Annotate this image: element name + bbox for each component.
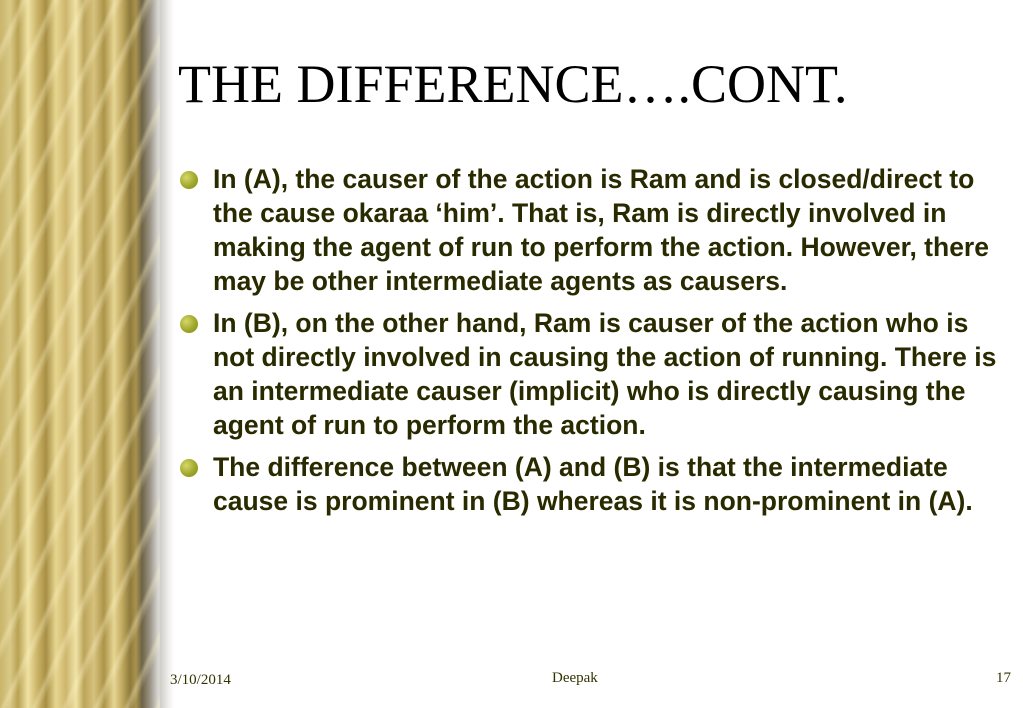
bullet-item bbox=[180, 306, 1000, 442]
bullet-dot-icon bbox=[180, 459, 198, 477]
bullet-dot-icon bbox=[180, 171, 198, 189]
decorative-gold-sidebar bbox=[0, 0, 160, 708]
footer-author: Deepak bbox=[552, 670, 598, 686]
sidebar-shadow bbox=[160, 0, 174, 708]
bullet-item bbox=[180, 162, 1000, 298]
slide-title: THE DIFFERENCE….CONT. bbox=[178, 54, 848, 114]
footer-date: 3/10/2014 bbox=[170, 672, 231, 688]
bullet-list bbox=[180, 162, 1000, 526]
bullet-dot-icon bbox=[180, 315, 198, 333]
bullet-item bbox=[180, 450, 1000, 518]
bullet-text: In (A), the causer of the action is Ram and is closed/direct to the cause okaraa ‘him’. That is, Ram is directly involved in making the agent of run to perform the action. However, there may be other intermediate agents as causers. bbox=[213, 164, 989, 296]
bullet-text: The difference between (A) and (B) is that the intermediate cause is prominent in (B) whereas it is non-prominent in (A). bbox=[213, 452, 973, 516]
footer-page-number: 17 bbox=[996, 670, 1011, 686]
bullet-text: In (B), on the other hand, Ram is causer of the action who is not directly involved in causing the action of running. There is an intermediate causer (implicit) who is directly causing the agent of run to perform the action. bbox=[213, 308, 997, 440]
